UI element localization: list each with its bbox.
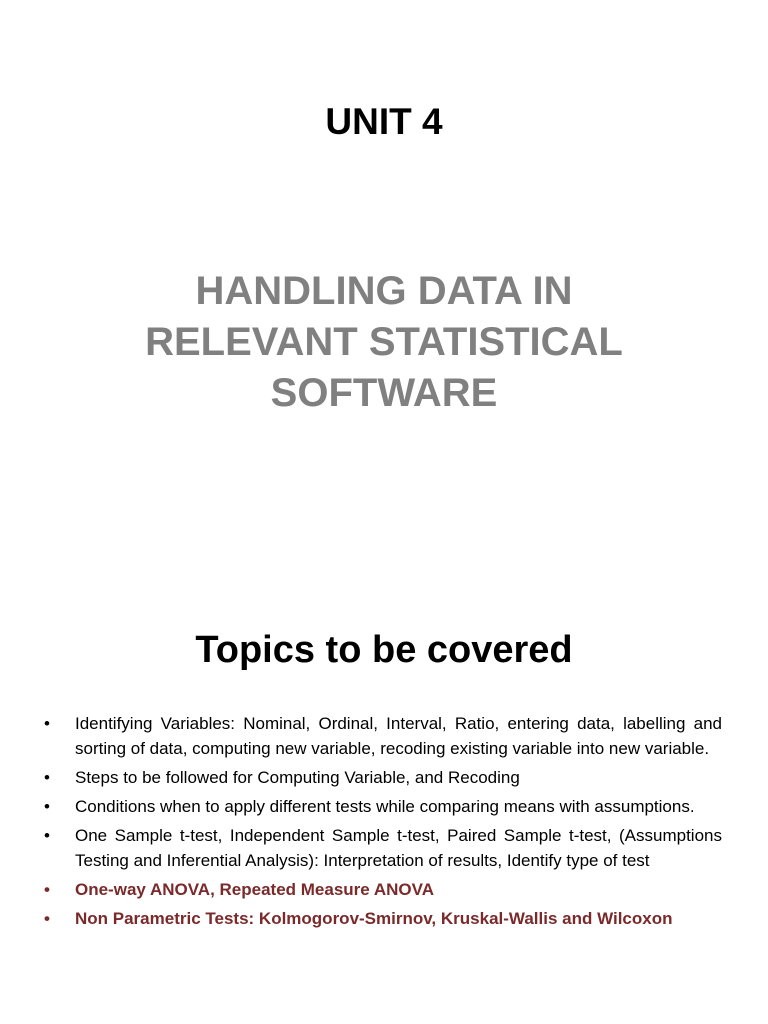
- topic-item-highlight: [44, 906, 722, 931]
- topics-heading: Topics to be covered: [195, 629, 573, 671]
- topic-text: One Sample t-test, Independent Sample t-test, Paired Sample t-test, (Assumptions Testing and Inferential Analysis): Interpretation of results, Identify type of test: [75, 826, 722, 870]
- bullet-icon: •: [44, 768, 50, 787]
- bullet-icon: •: [44, 909, 50, 928]
- topic-text: Steps to be followed for Computing Variable, and Recoding: [75, 768, 520, 787]
- topic-text: One-way ANOVA, Repeated Measure ANOVA: [75, 880, 434, 899]
- bullet-icon: •: [44, 880, 50, 899]
- topic-item: [44, 794, 722, 819]
- topic-item: [44, 711, 722, 761]
- subtitle-line: HANDLING DATA IN: [195, 269, 573, 313]
- topics-slide: [0, 575, 768, 1024]
- topic-text: Identifying Variables: Nominal, Ordinal, Interval, Ratio, entering data, labelling and sorting of data, computing new variable, recoding existing variable into new variable.: [75, 714, 722, 758]
- topic-text: Conditions when to apply different tests while comparing means with assumptions.: [75, 797, 695, 816]
- topic-list: [44, 711, 722, 935]
- slide-subtitle: [84, 266, 684, 419]
- subtitle-line: SOFTWARE: [270, 371, 498, 415]
- topic-text: Non Parametric Tests: Kolmogorov-Smirnov, Kruskal-Wallis and Wilcoxon: [75, 909, 673, 928]
- subtitle-line: RELEVANT STATISTICAL: [145, 320, 623, 364]
- topic-item: [44, 765, 722, 790]
- topic-item: [44, 823, 722, 873]
- bullet-icon: •: [44, 826, 50, 845]
- topic-item-highlight: [44, 877, 722, 902]
- unit-title: UNIT 4: [325, 101, 443, 142]
- bullet-icon: •: [44, 797, 50, 816]
- bullet-icon: •: [44, 714, 50, 733]
